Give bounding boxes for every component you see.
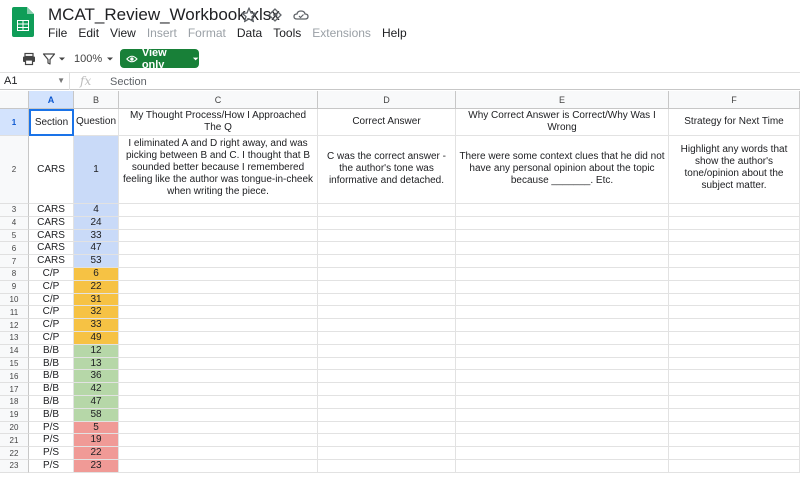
empty-cell[interactable] — [119, 255, 318, 268]
empty-cell[interactable] — [119, 332, 318, 345]
row-header-4[interactable]: 4 — [0, 217, 29, 230]
empty-cell[interactable] — [318, 345, 456, 358]
chevron-down-icon — [106, 55, 114, 63]
row-header-22[interactable]: 22 — [0, 447, 29, 460]
question-cell[interactable]: 33 — [74, 319, 119, 332]
empty-cell[interactable] — [456, 345, 669, 358]
section-cell[interactable]: P/S — [29, 434, 74, 447]
empty-cell[interactable] — [318, 409, 456, 422]
section-cell[interactable]: B/B — [29, 409, 74, 422]
empty-cell[interactable] — [318, 255, 456, 268]
empty-cell[interactable] — [119, 370, 318, 383]
section-cell[interactable]: C/P — [29, 306, 74, 319]
empty-cell[interactable] — [456, 255, 669, 268]
empty-cell[interactable] — [456, 204, 669, 217]
section-cell[interactable]: P/S — [29, 422, 74, 435]
row-header-23[interactable]: 23 — [0, 460, 29, 473]
view-only-button[interactable] — [120, 46, 199, 71]
empty-cell[interactable] — [456, 447, 669, 460]
question-cell[interactable]: 31 — [74, 294, 119, 307]
empty-cell[interactable] — [318, 422, 456, 435]
row-header-3[interactable]: 3 — [0, 204, 29, 217]
empty-cell[interactable] — [669, 255, 800, 268]
question-cell[interactable]: 22 — [74, 281, 119, 294]
empty-cell[interactable] — [318, 319, 456, 332]
eye-icon — [126, 54, 138, 64]
section-cell[interactable]: B/B — [29, 383, 74, 396]
filter-button[interactable] — [42, 50, 66, 68]
zoom-select[interactable] — [74, 50, 114, 68]
empty-cell[interactable] — [669, 345, 800, 358]
section-cell[interactable]: CARS — [29, 204, 74, 217]
empty-cell[interactable] — [318, 358, 456, 371]
section-cell[interactable]: P/S — [29, 460, 74, 473]
empty-cell[interactable] — [119, 242, 318, 255]
empty-cell[interactable] — [119, 422, 318, 435]
menu-file[interactable]: File — [48, 26, 68, 40]
section-cell[interactable]: C/P — [29, 281, 74, 294]
section-cell[interactable]: B/B — [29, 358, 74, 371]
empty-cell[interactable] — [119, 383, 318, 396]
empty-cell[interactable] — [119, 281, 318, 294]
row-header-10[interactable]: 10 — [0, 294, 29, 307]
empty-cell[interactable] — [318, 306, 456, 319]
menu-view[interactable]: View — [110, 26, 136, 40]
empty-cell[interactable] — [456, 332, 669, 345]
question-cell[interactable]: 32 — [74, 306, 119, 319]
select-all-corner[interactable] — [0, 91, 29, 109]
empty-cell[interactable] — [119, 306, 318, 319]
print-button[interactable] — [22, 50, 36, 68]
empty-cell[interactable] — [669, 422, 800, 435]
empty-cell[interactable] — [318, 242, 456, 255]
question-cell[interactable]: 12 — [74, 345, 119, 358]
row-header-19[interactable]: 19 — [0, 409, 29, 422]
empty-cell[interactable] — [456, 217, 669, 230]
row-header-12[interactable]: 12 — [0, 319, 29, 332]
menu-edit[interactable]: Edit — [78, 26, 100, 40]
section-cell[interactable]: CARS — [29, 255, 74, 268]
row-header-2[interactable]: 2 — [0, 136, 29, 204]
menu-data[interactable]: Data — [236, 26, 263, 40]
empty-cell[interactable] — [669, 434, 800, 447]
star-icon[interactable] — [240, 6, 258, 24]
view-only-label: View only — [141, 46, 167, 71]
empty-cell[interactable] — [318, 332, 456, 345]
empty-cell[interactable] — [456, 422, 669, 435]
empty-cell[interactable] — [669, 294, 800, 307]
empty-cell[interactable] — [119, 294, 318, 307]
empty-cell[interactable] — [318, 294, 456, 307]
question-cell[interactable]: 36 — [74, 370, 119, 383]
empty-cell[interactable] — [119, 434, 318, 447]
empty-cell[interactable] — [119, 204, 318, 217]
empty-cell[interactable] — [669, 242, 800, 255]
menu-tools[interactable]: Tools — [273, 26, 302, 40]
question-cell[interactable]: 49 — [74, 332, 119, 345]
menu-bar — [48, 26, 418, 40]
column-header-a[interactable]: A — [29, 91, 74, 109]
empty-cell[interactable] — [318, 217, 456, 230]
empty-cell[interactable] — [669, 204, 800, 217]
row-header-15[interactable]: 15 — [0, 358, 29, 371]
empty-cell[interactable] — [456, 396, 669, 409]
question-cell[interactable]: 22 — [74, 447, 119, 460]
example-cell-e[interactable]: There were some context clues that he did not have any personal opinion about the topic because _______. Etc. — [456, 136, 669, 204]
column-header-c[interactable]: C — [119, 91, 318, 109]
header-cell-a[interactable]: Section — [29, 109, 74, 136]
empty-cell[interactable] — [119, 268, 318, 281]
empty-cell[interactable] — [318, 383, 456, 396]
empty-cell[interactable] — [456, 370, 669, 383]
spreadsheet-grid[interactable] — [0, 91, 800, 496]
empty-cell[interactable] — [669, 383, 800, 396]
question-cell[interactable]: 13 — [74, 358, 119, 371]
column-header-b[interactable]: B — [74, 91, 119, 109]
row-header-16[interactable]: 16 — [0, 370, 29, 383]
question-cell[interactable]: 5 — [74, 422, 119, 435]
row-header-17[interactable]: 17 — [0, 383, 29, 396]
section-cell[interactable]: P/S — [29, 447, 74, 460]
document-title[interactable]: MCAT_Review_Workbook.xlsx — [48, 5, 280, 24]
row-header-13[interactable]: 13 — [0, 332, 29, 345]
sheets-logo-icon[interactable] — [12, 7, 34, 37]
empty-cell[interactable] — [456, 358, 669, 371]
empty-cell[interactable] — [669, 409, 800, 422]
empty-cell[interactable] — [318, 434, 456, 447]
zoom-value: 100% — [74, 53, 103, 65]
column-header-e[interactable]: E — [456, 91, 669, 109]
question-cell[interactable]: 4 — [74, 204, 119, 217]
empty-cell[interactable] — [456, 434, 669, 447]
row-header-11[interactable]: 11 — [0, 306, 29, 319]
empty-cell[interactable] — [119, 447, 318, 460]
empty-cell[interactable] — [456, 294, 669, 307]
header-cell-b[interactable]: Question — [74, 109, 119, 136]
empty-cell[interactable] — [119, 230, 318, 243]
empty-cell[interactable] — [318, 230, 456, 243]
header-cell-e[interactable]: Why Correct Answer is Correct/Why Was I Wrong — [456, 109, 669, 136]
empty-cell[interactable] — [119, 396, 318, 409]
empty-cell[interactable] — [669, 460, 800, 473]
print-icon — [22, 52, 36, 66]
chevron-down-icon — [58, 55, 66, 63]
empty-cell[interactable] — [456, 281, 669, 294]
empty-cell[interactable] — [318, 396, 456, 409]
formula-input[interactable]: Section — [110, 76, 147, 88]
empty-cell[interactable] — [456, 383, 669, 396]
menu-help[interactable]: Help — [381, 26, 407, 40]
question-cell[interactable]: 23 — [74, 460, 119, 473]
example-cell-b[interactable]: 1 — [74, 136, 119, 204]
question-cell[interactable]: 19 — [74, 434, 119, 447]
empty-cell[interactable] — [456, 306, 669, 319]
empty-cell[interactable] — [318, 281, 456, 294]
move-to-folder-icon[interactable] — [266, 6, 284, 24]
row-header-20[interactable]: 20 — [0, 422, 29, 435]
cloud-status-icon[interactable] — [292, 6, 310, 24]
example-cell-a[interactable]: CARS — [29, 136, 74, 204]
empty-cell[interactable] — [318, 447, 456, 460]
name-box[interactable] — [0, 73, 70, 90]
row-header-1[interactable]: 1 — [0, 109, 29, 136]
column-header-d[interactable]: D — [318, 91, 456, 109]
column-header-f[interactable]: F — [669, 91, 800, 109]
empty-cell[interactable] — [318, 370, 456, 383]
section-cell[interactable]: C/P — [29, 268, 74, 281]
empty-cell[interactable] — [456, 409, 669, 422]
question-cell[interactable]: 47 — [74, 396, 119, 409]
empty-cell[interactable] — [669, 230, 800, 243]
section-cell[interactable]: C/P — [29, 294, 74, 307]
filter-icon — [42, 52, 56, 66]
section-cell[interactable]: C/P — [29, 319, 74, 332]
empty-cell[interactable] — [318, 204, 456, 217]
empty-cell[interactable] — [669, 396, 800, 409]
empty-cell[interactable] — [318, 268, 456, 281]
empty-cell[interactable] — [119, 409, 318, 422]
empty-cell[interactable] — [119, 358, 318, 371]
chevron-down-icon: ▼ — [57, 76, 65, 85]
empty-cell[interactable] — [669, 370, 800, 383]
example-cell-f[interactable]: Highlight any words that show the author's tone/opinion about the subject matter. — [669, 136, 800, 204]
row-header-6[interactable]: 6 — [0, 242, 29, 255]
empty-cell[interactable] — [456, 319, 669, 332]
header-cell-d[interactable]: Correct Answer — [318, 109, 456, 136]
empty-cell[interactable] — [456, 460, 669, 473]
question-cell[interactable]: 42 — [74, 383, 119, 396]
title-icons — [240, 6, 310, 24]
empty-cell[interactable] — [119, 319, 318, 332]
empty-cell[interactable] — [119, 345, 318, 358]
question-cell[interactable]: 6 — [74, 268, 119, 281]
row-header-7[interactable]: 7 — [0, 255, 29, 268]
row-header-9[interactable]: 9 — [0, 281, 29, 294]
empty-cell[interactable] — [669, 306, 800, 319]
row-header-8[interactable]: 8 — [0, 268, 29, 281]
empty-cell[interactable] — [456, 242, 669, 255]
header-cell-c[interactable]: My Thought Process/How I Approached The Q — [119, 109, 318, 136]
empty-cell[interactable] — [119, 460, 318, 473]
header-cell-f[interactable]: Strategy for Next Time — [669, 109, 800, 136]
section-cell[interactable]: C/P — [29, 332, 74, 345]
empty-cell[interactable] — [669, 281, 800, 294]
row-header-5[interactable]: 5 — [0, 230, 29, 243]
empty-cell[interactable] — [456, 268, 669, 281]
empty-cell[interactable] — [669, 217, 800, 230]
row-header-18[interactable]: 18 — [0, 396, 29, 409]
empty-cell[interactable] — [119, 217, 318, 230]
question-cell[interactable]: 53 — [74, 255, 119, 268]
question-cell[interactable]: 47 — [74, 242, 119, 255]
empty-cell[interactable] — [318, 460, 456, 473]
cell-reference: A1 — [4, 75, 18, 87]
example-cell-c[interactable]: I eliminated A and D right away, and was picking between B and C. I thought that B sounded better because I remembered feeling like the author was tongue-in-cheek when writing the piece. — [119, 136, 318, 204]
menu-format: Format — [187, 26, 226, 40]
empty-cell[interactable] — [669, 319, 800, 332]
question-cell[interactable]: 24 — [74, 217, 119, 230]
row-header-21[interactable]: 21 — [0, 434, 29, 447]
empty-cell[interactable] — [669, 268, 800, 281]
formula-bar — [0, 72, 800, 90]
question-cell[interactable]: 58 — [74, 409, 119, 422]
chevron-down-icon — [192, 55, 199, 63]
empty-cell[interactable] — [669, 447, 800, 460]
menu-insert: Insert — [146, 26, 177, 40]
section-cell[interactable]: B/B — [29, 345, 74, 358]
section-cell[interactable]: CARS — [29, 217, 74, 230]
empty-cell[interactable] — [669, 332, 800, 345]
question-cell[interactable]: 33 — [74, 230, 119, 243]
section-cell[interactable]: CARS — [29, 242, 74, 255]
empty-cell[interactable] — [456, 230, 669, 243]
row-header-14[interactable]: 14 — [0, 345, 29, 358]
example-cell-d[interactable]: C was the correct answer - the author's tone was informative and detached. — [318, 136, 456, 204]
section-cell[interactable]: CARS — [29, 230, 74, 243]
fx-icon: fx — [80, 74, 92, 88]
title-bar — [0, 0, 800, 46]
menu-extensions: Extensions — [312, 26, 371, 40]
section-cell[interactable]: B/B — [29, 396, 74, 409]
empty-cell[interactable] — [669, 358, 800, 371]
section-cell[interactable]: B/B — [29, 370, 74, 383]
